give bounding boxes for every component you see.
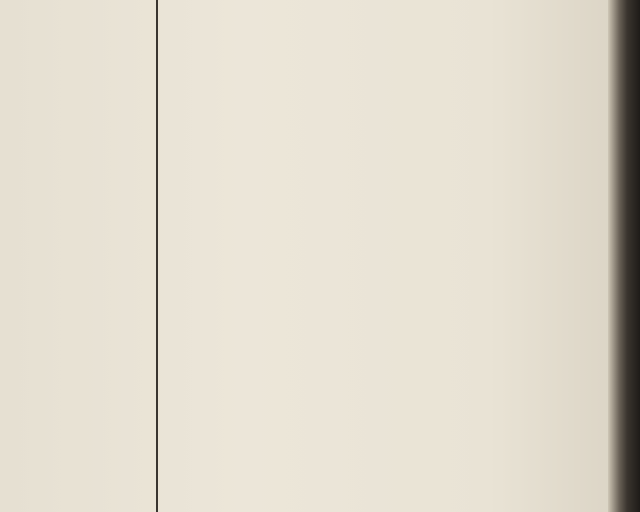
column-rule xyxy=(156,0,158,512)
page-edge-shadow xyxy=(608,0,640,512)
